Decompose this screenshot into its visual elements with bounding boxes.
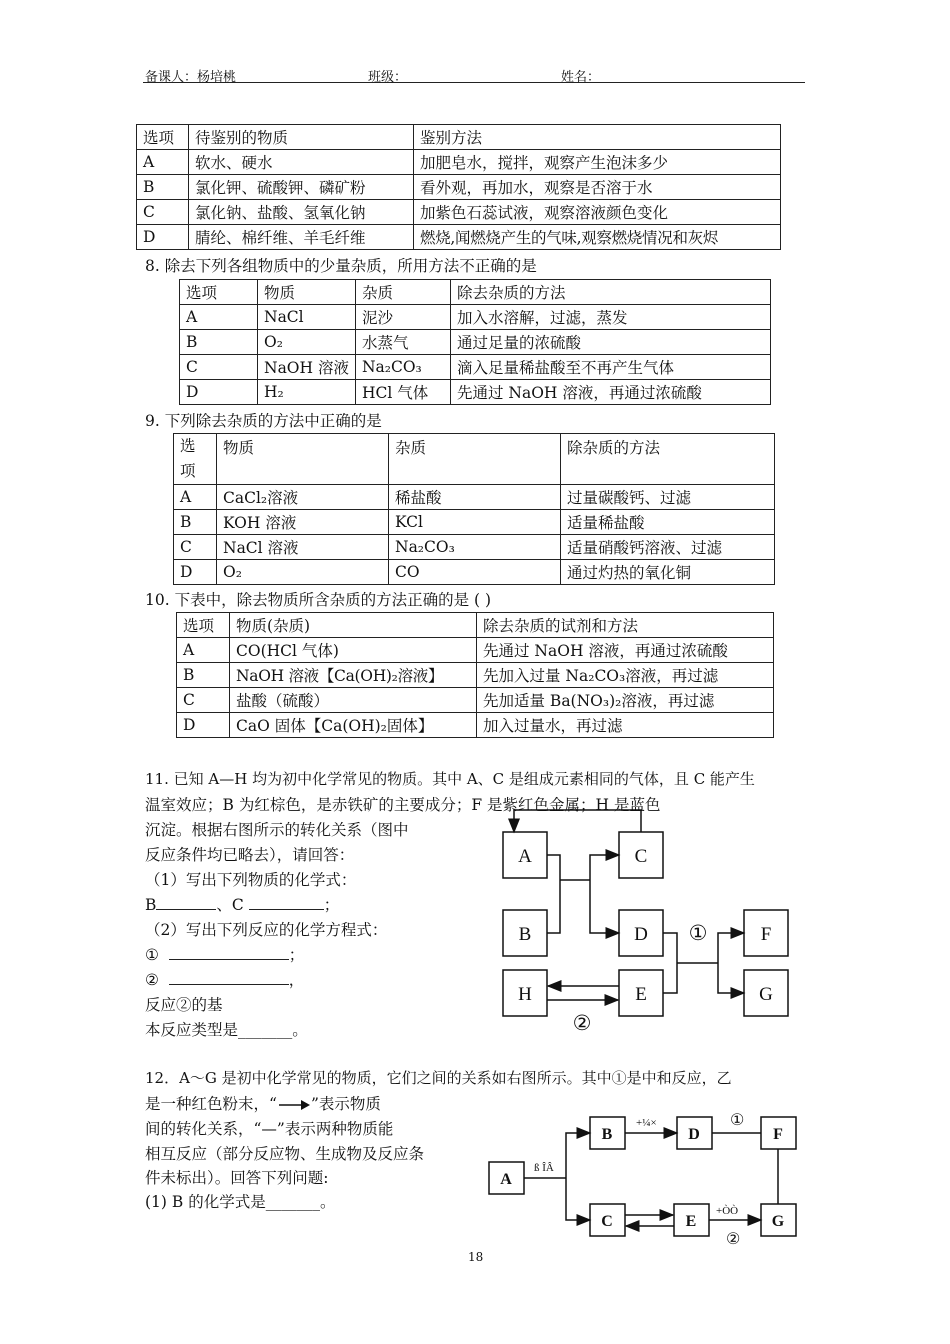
- table-cell: 通过灼热的氧化铜: [561, 560, 775, 585]
- table-row: [177, 713, 774, 738]
- reaction-label-2: ②: [572, 1011, 592, 1035]
- header-cell: 除去杂质的试剂和方法: [477, 613, 774, 638]
- table-cell: C: [137, 200, 189, 225]
- table-q7: [136, 124, 781, 250]
- reaction-label-2: ②: [726, 1231, 741, 1245]
- node-g-label: G: [771, 1213, 785, 1230]
- table-header-row: [137, 125, 781, 150]
- q12-line-5: 件未标出）。回答下列问题:: [145, 1169, 329, 1187]
- table-row: [180, 355, 771, 380]
- q11-line-8: [145, 943, 304, 967]
- node-a-label: A: [518, 846, 532, 867]
- table-cell: 适量稀盐酸: [561, 510, 775, 535]
- q11-line6-end: ；: [323, 896, 340, 914]
- table-cell: A: [177, 638, 230, 663]
- q11-line-10: 反应②的基: [145, 996, 223, 1014]
- q12-line2-end: ”表示物质: [310, 1095, 381, 1113]
- table-header-row: [177, 613, 774, 638]
- table-cell: 先通过 NaOH 溶液，再通过浓硫酸: [477, 638, 774, 663]
- table-cell: 水蒸气: [355, 330, 450, 355]
- table-cell: H₂: [258, 380, 356, 405]
- arrow-a-to-c: [566, 1178, 590, 1220]
- q12-line-6: (1) B 的化学式是_______。: [145, 1193, 336, 1211]
- table-cell: A: [174, 485, 217, 510]
- table-cell: Na₂CO₃: [355, 355, 450, 380]
- answer-blank-c[interactable]: [249, 895, 324, 910]
- q11-line8-end: ；: [288, 946, 305, 964]
- header-cell: 杂质: [355, 280, 450, 305]
- q11-line-5: （1）写出下列物质的化学式：: [145, 871, 357, 889]
- arrow-to-g: [718, 963, 744, 993]
- header-cell: [174, 434, 217, 485]
- node-f-label: F: [760, 924, 772, 945]
- question-9: 9. 下列除去杂质的方法中正确的是: [145, 412, 382, 430]
- table-row: [174, 535, 775, 560]
- table-cell: CO: [389, 560, 561, 585]
- table-row: [174, 560, 775, 585]
- line-a-merge: [547, 855, 560, 933]
- table-cell: CO(HCl 气体): [230, 638, 477, 663]
- q11-line-6: [145, 893, 339, 917]
- q12-line-3: 间的转化关系，“—”表示两种物质能: [145, 1120, 394, 1138]
- table-cell: NaCl: [258, 305, 356, 330]
- header-cell: 选项: [137, 125, 189, 150]
- table-cell: O₂: [258, 330, 356, 355]
- node-b-label: B: [601, 1126, 613, 1143]
- q12-line-2: [145, 1092, 381, 1116]
- table-row: [137, 150, 781, 175]
- table-cell: D: [174, 560, 217, 585]
- header-cell: 选项: [180, 280, 258, 305]
- question-8: 8. 除去下列各组物质中的少量杂质，所用方法不正确的是: [145, 257, 537, 275]
- table-cell: O₂: [217, 560, 389, 585]
- table-row: [180, 330, 771, 355]
- q11-b-label: B: [145, 896, 157, 914]
- table-header-row: [180, 280, 771, 305]
- q11-line-7: （2）写出下列反应的化学方程式：: [145, 921, 388, 939]
- table-cell: 腈纶、棉纤维、羊毛纤维: [189, 225, 414, 250]
- table-cell: C: [180, 355, 258, 380]
- circled-2: ②: [145, 971, 159, 989]
- q11-line-4: 反应条件均已略去），请回答：: [145, 846, 355, 864]
- q11-line-9: [145, 968, 304, 992]
- q11-line-2: 温室效应；B 为红棕色，是赤铁矿的主要成分；F 是紫红色金属；H 是蓝色: [145, 796, 661, 814]
- reaction-label-1: ①: [688, 921, 708, 945]
- node-g-label: G: [759, 984, 773, 1005]
- q12-line2-start: 是一种红色粉末，“: [145, 1095, 277, 1113]
- arrow-to-c: [590, 855, 619, 880]
- table-cell: A: [137, 150, 189, 175]
- table-cell: D: [180, 380, 258, 405]
- table-q9: [173, 433, 775, 585]
- q11-diagram: [490, 800, 800, 1040]
- table-row: [177, 663, 774, 688]
- answer-blank-eq1[interactable]: [169, 945, 289, 960]
- reaction-label-1: ①: [730, 1112, 745, 1129]
- table-cell: D: [177, 713, 230, 738]
- node-d-label: D: [688, 1126, 700, 1143]
- node-e-label: E: [635, 984, 647, 1005]
- table-cell: 过量碳酸钙、过滤: [561, 485, 775, 510]
- label-a-b: ß ÎÂ: [534, 1162, 554, 1174]
- header-cell: 物质: [217, 434, 389, 485]
- table-row: [137, 175, 781, 200]
- line-d-merge: [663, 933, 677, 993]
- table-cell: NaOH 溶液: [258, 355, 356, 380]
- table-cell: 软水、硬水: [189, 150, 414, 175]
- q12-line-4: 相互反应（部分反应物、生成物及反应条: [145, 1145, 425, 1163]
- q12-diagram: [486, 1105, 800, 1245]
- table-cell: 适量硝酸钙溶液、过滤: [561, 535, 775, 560]
- answer-blank-b[interactable]: [156, 895, 216, 910]
- table-header-row: [174, 434, 775, 485]
- table-row: [137, 225, 781, 250]
- table-cell: 先加适量 Ba(NO₃)₂溶液，再过滤: [477, 688, 774, 713]
- arrow-to-d: [590, 880, 619, 933]
- table-cell: 加入过量水，再过滤: [477, 713, 774, 738]
- header-rule: [143, 82, 805, 83]
- table-cell: CaCl₂溶液: [217, 485, 389, 510]
- table-row: [174, 510, 775, 535]
- table-cell: 通过足量的浓硫酸: [450, 330, 770, 355]
- table-cell: KCl: [389, 510, 561, 535]
- table-cell: 加入水溶解，过滤，蒸发: [450, 305, 770, 330]
- table-cell: B: [177, 663, 230, 688]
- q11-line9-end: ，: [288, 971, 305, 989]
- q11-line-3: 沉淀。根据右图所示的转化关系（图中: [145, 821, 409, 839]
- table-cell: 先加入过量 Na₂CO₃溶液，再过滤: [477, 663, 774, 688]
- header-cell: 物质(杂质): [230, 613, 477, 638]
- table-row: [174, 485, 775, 510]
- table-cell: C: [177, 688, 230, 713]
- node-h-label: H: [518, 984, 532, 1005]
- table-row: [177, 688, 774, 713]
- header-cell: 鉴别方法: [414, 125, 781, 150]
- table-row: [180, 305, 771, 330]
- header-option-line1: 选: [180, 437, 196, 455]
- table-cell: 氯化钠、盐酸、氢氧化钠: [189, 200, 414, 225]
- table-cell: C: [174, 535, 217, 560]
- header-cell: 除杂质的方法: [561, 434, 775, 485]
- table-cell: 加肥皂水，搅拌，观察产生泡沫多少: [414, 150, 781, 175]
- table-cell: 先通过 NaOH 溶液，再通过浓硫酸: [450, 380, 770, 405]
- table-cell: A: [180, 305, 258, 330]
- label-e-g: +ÒÒ: [716, 1205, 739, 1217]
- node-e-label: E: [685, 1213, 697, 1230]
- header-cell: 物质: [258, 280, 356, 305]
- header-cell: 选项: [177, 613, 230, 638]
- class-label: 班级：: [368, 70, 408, 85]
- table-cell: 盐酸（硫酸）: [230, 688, 477, 713]
- arrow-to-f: [718, 933, 744, 963]
- table-row: [177, 638, 774, 663]
- page-number: 18: [468, 1250, 484, 1264]
- arrow-c-to-a: [514, 810, 641, 832]
- table-cell: 燃烧,闻燃烧产生的气味,观察燃烧情况和灰烬: [414, 225, 781, 250]
- arrow-symbol-icon: [277, 1099, 311, 1111]
- table-q8: [179, 279, 771, 405]
- table-cell: CaO 固体【Ca(OH)₂固体】: [230, 713, 477, 738]
- node-c-label: C: [634, 846, 648, 867]
- table-row: [137, 200, 781, 225]
- header-option-line2: 项: [180, 462, 196, 480]
- node-d-label: D: [634, 924, 648, 945]
- node-b-label: B: [518, 924, 532, 945]
- table-cell: KOH 溶液: [217, 510, 389, 535]
- table-cell: B: [180, 330, 258, 355]
- table-q10: [176, 612, 774, 738]
- label-b-d: +¼×: [636, 1117, 657, 1129]
- node-c-label: C: [601, 1213, 613, 1230]
- q12-line-1: 12．A～G 是初中化学常见的物质，它们之间的关系如右图所示。其中①是中和反应，乙: [145, 1069, 732, 1087]
- header-cell: 除去杂质的方法: [450, 280, 770, 305]
- header-cell: 杂质: [389, 434, 561, 485]
- table-row: [180, 380, 771, 405]
- header-cell: 待鉴别的物质: [189, 125, 414, 150]
- q11-line-11: 本反应类型是_______。: [145, 1021, 308, 1039]
- table-cell: NaOH 溶液【Ca(OH)₂溶液】: [230, 663, 477, 688]
- question-10: 10. 下表中，除去物质所含杂质的方法正确的是 ( ): [145, 591, 492, 609]
- table-cell: 加紫色石蕊试液，观察溶液颜色变化: [414, 200, 781, 225]
- table-cell: Na₂CO₃: [389, 535, 561, 560]
- teacher-label: 备课人：杨培桃: [145, 70, 237, 85]
- table-cell: NaCl 溶液: [217, 535, 389, 560]
- name-label: 姓名：: [561, 70, 601, 85]
- q11-c-label: 、C: [216, 896, 244, 914]
- table-cell: HCl 气体: [355, 380, 450, 405]
- circled-1: ①: [145, 946, 159, 964]
- table-cell: 稀盐酸: [389, 485, 561, 510]
- table-cell: 看外观，再加水，观察是否溶于水: [414, 175, 781, 200]
- table-cell: 氯化钾、硫酸钾、磷矿粉: [189, 175, 414, 200]
- table-cell: 泥沙: [355, 305, 450, 330]
- node-f-label: F: [773, 1126, 783, 1143]
- table-cell: 滴入足量稀盐酸至不再产生气体: [450, 355, 770, 380]
- table-cell: B: [174, 510, 217, 535]
- answer-blank-eq2[interactable]: [169, 970, 289, 985]
- q11-line-1: 11. 已知 A—H 均为初中化学常见的物质。其中 A、C 是组成元素相同的气体，且 C 能产生: [145, 770, 755, 788]
- table-cell: D: [137, 225, 189, 250]
- node-a-label: A: [500, 1171, 512, 1188]
- table-cell: B: [137, 175, 189, 200]
- arrow-a-to-b: [566, 1133, 590, 1178]
